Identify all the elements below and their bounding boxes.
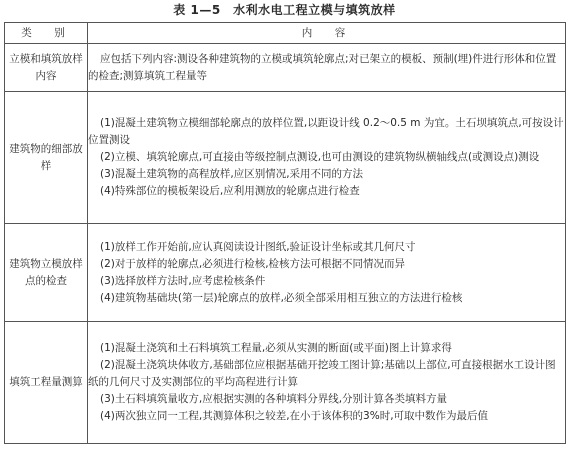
row-category: 填筑工程量测算 xyxy=(5,322,88,444)
row-content xyxy=(88,44,566,92)
row-content xyxy=(88,92,566,224)
table-row xyxy=(5,92,566,224)
content-line: (1)混凝土建筑物立模细部轮廓点的放样位置,以距设计线 0.2～0.5 m 为宜。土石坝填筑点,可按设计位置测设 xyxy=(88,117,564,146)
content-line: 应包括下列内容:测设各种建筑物的立模或填筑轮廓点;对已架立的模板、预制(埋)件进行形体和位置的检查;测算填筑工程量等 xyxy=(88,52,557,82)
content-line: (4)特殊部位的模板架设后,应利用测放的轮廓点进行检查 xyxy=(100,185,360,197)
row-category: 立模和填筑放样内容 xyxy=(5,44,88,92)
content-line: (2)立模、填筑轮廓点,可直接由等级控制点测设,也可由测设的建筑物纵横轴线点(或测设点)测设 xyxy=(100,151,540,163)
header-content: 内 容 xyxy=(88,23,566,44)
content-line: (4)建筑物基础块(第一层)轮廓点的放样,必须全部采用相互独立的方法进行检核 xyxy=(100,291,463,304)
content-line: (3)土石料填筑量收方,应根据实测的各种填料分界线,分别计算各类填料方量 xyxy=(100,393,448,405)
table-row xyxy=(5,322,566,444)
row-category: 建筑物的细部放样 xyxy=(5,92,88,224)
content-line: (4)两次独立同一工程,其测算体积之较差,在小于该体积的3%时,可取中数作为最后值 xyxy=(100,410,489,422)
row-content xyxy=(88,322,566,444)
content-line: (1)放样工作开始前,应认真阅读设计图纸,验证设计坐标或其几何尺寸 xyxy=(100,240,416,253)
table-row xyxy=(5,44,566,92)
content-line: (3)混凝土建筑物的高程放样,应区别情况,采用不同的方法 xyxy=(100,168,364,180)
layout-table xyxy=(4,22,566,444)
content-line: (2)混凝土浇筑块体收方,基础部位应根据基础开挖竣工图计算;基础以上部位,可直接根据水工设计图纸的几何尺寸及实测部位的平均高程进行计算 xyxy=(88,359,556,388)
content-line: (1)混凝土浇筑和土石料填筑工程量,必须从实测的断面(或平面)图上计算求得 xyxy=(100,342,452,354)
header-row xyxy=(5,23,566,44)
table-caption: 表 1—5 水利水电工程立模与填筑放样 xyxy=(173,3,396,17)
table-row xyxy=(5,224,566,322)
header-category: 类 别 xyxy=(5,23,88,44)
content-line: (3)选择放样方法时,应考虑检核条件 xyxy=(100,274,266,287)
content-line: (2)对于放样的轮廓点,必须进行检核,检核方法可根据不同情况而异 xyxy=(100,257,406,270)
row-content xyxy=(88,224,566,322)
row-category: 建筑物立模放样点的检查 xyxy=(5,224,88,322)
